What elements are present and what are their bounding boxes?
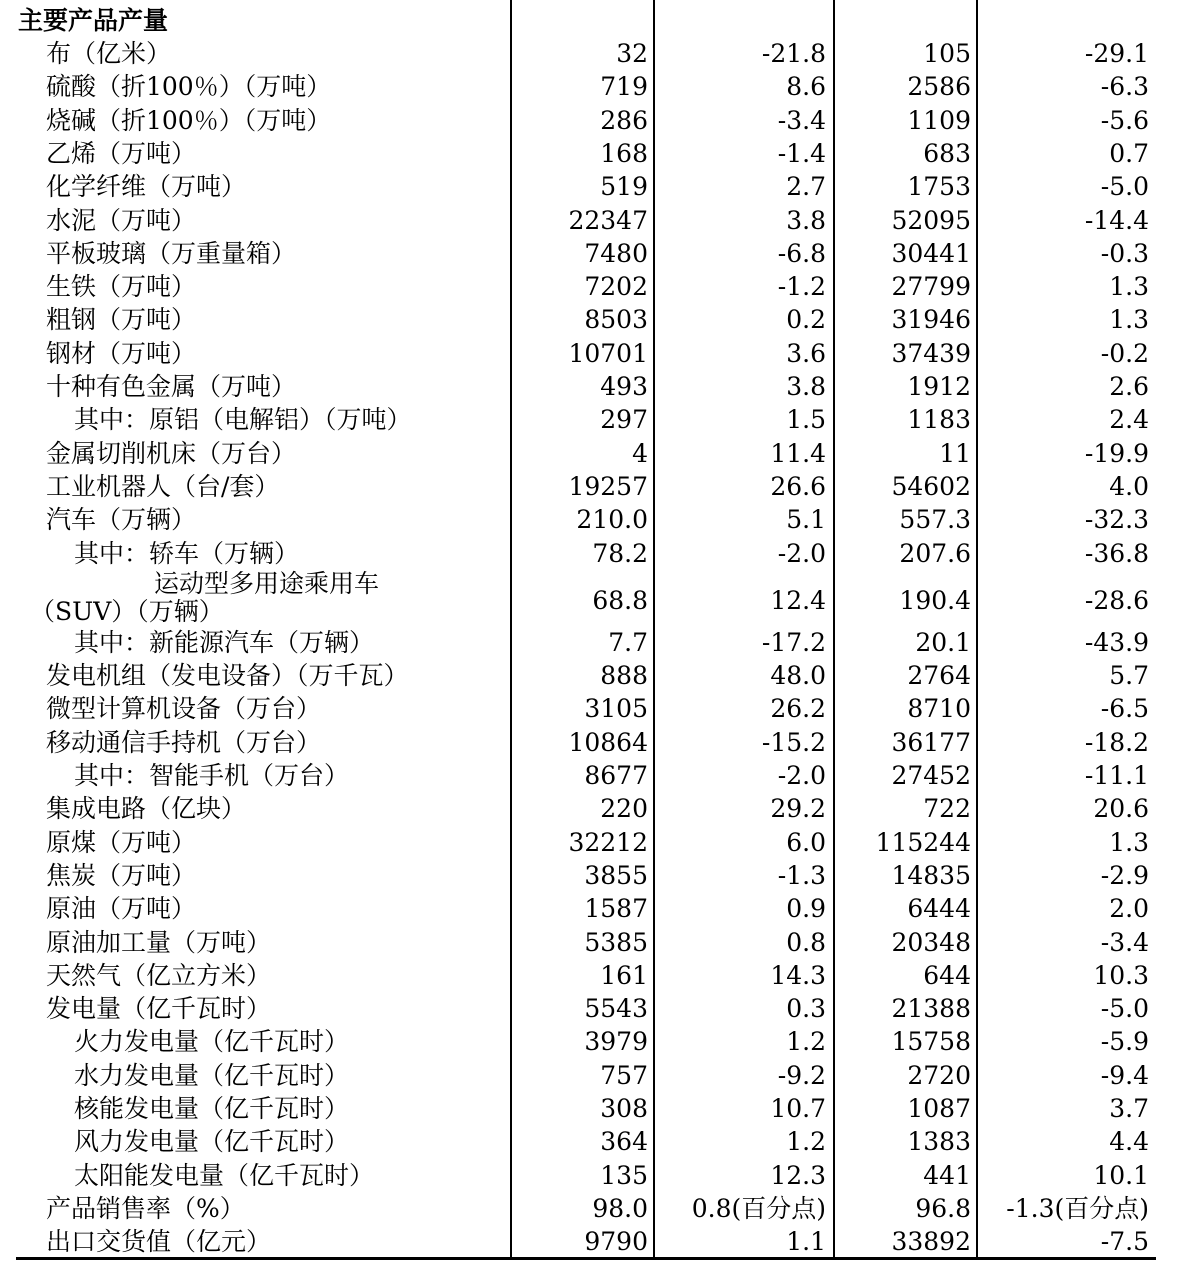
table-row bbox=[0, 70, 1192, 103]
row-label: 天然气（亿立方米） bbox=[46, 960, 272, 990]
table-row bbox=[0, 1192, 1192, 1225]
cell-col3: 15758 bbox=[891, 1027, 971, 1057]
cell-col4: -28.6 bbox=[1084, 585, 1149, 615]
cell-col4: -29.1 bbox=[1084, 39, 1149, 68]
cell-col1: 9790 bbox=[584, 1227, 648, 1257]
cell-col1: 308 bbox=[600, 1094, 648, 1123]
cell-col3: 20348 bbox=[891, 927, 971, 957]
cell-col4: 3.7 bbox=[1109, 1094, 1149, 1123]
cell-col2: 3.8 bbox=[786, 372, 826, 401]
cell-col1: 8677 bbox=[584, 761, 648, 790]
cell-col3: 2720 bbox=[907, 1060, 971, 1090]
table-row bbox=[0, 692, 1192, 725]
row-label: 汽车（万辆） bbox=[46, 505, 197, 535]
cell-col1: 8503 bbox=[584, 305, 648, 335]
cell-col1: 10864 bbox=[568, 727, 648, 757]
cell-col1: 3105 bbox=[584, 694, 648, 724]
cell-col1: 3855 bbox=[584, 860, 648, 890]
cell-col1: 888 bbox=[600, 661, 648, 691]
cell-col2: 14.3 bbox=[770, 960, 826, 990]
cell-col2: -15.2 bbox=[761, 727, 826, 757]
cell-col2: -17.2 bbox=[761, 627, 826, 657]
cell-col4: 1.3 bbox=[1109, 305, 1149, 335]
row-label: 集成电路（亿块） bbox=[46, 794, 247, 824]
cell-col3: 96.8 bbox=[915, 1193, 971, 1223]
table-row bbox=[0, 759, 1192, 792]
cell-col2: 1.2 bbox=[786, 1127, 826, 1157]
cell-col2: -21.8 bbox=[761, 39, 826, 68]
cell-col3: 37439 bbox=[891, 338, 971, 368]
table-row bbox=[0, 104, 1192, 137]
cell-col3: 644 bbox=[923, 960, 971, 990]
table-row bbox=[0, 37, 1192, 70]
table-row bbox=[0, 626, 1192, 659]
row-label: 乙烯（万吨） bbox=[46, 138, 197, 168]
cell-col1: 135 bbox=[600, 1160, 648, 1190]
cell-col2: 10.7 bbox=[770, 1094, 826, 1123]
row-label: 其中：新能源汽车（万辆） bbox=[74, 627, 375, 657]
row-label bbox=[0, 570, 379, 626]
row-label: 金属切削机床（万台） bbox=[46, 438, 297, 468]
row-label: 其中：轿车（万辆） bbox=[74, 538, 300, 568]
table-row bbox=[0, 170, 1192, 203]
table-row bbox=[0, 1125, 1192, 1158]
cell-col3: 2586 bbox=[907, 72, 971, 102]
cell-col2: 2.7 bbox=[786, 172, 826, 202]
row-label-line2: （SUV）（万辆） bbox=[30, 596, 224, 626]
cell-col3: 557.3 bbox=[899, 505, 971, 535]
cell-col2: 3.6 bbox=[786, 338, 826, 368]
cell-col4: 4.4 bbox=[1109, 1127, 1149, 1157]
cell-col4: -19.9 bbox=[1084, 438, 1149, 468]
cell-col3: 1912 bbox=[907, 372, 971, 401]
row-label-line1: 运动型多用途乘用车 bbox=[154, 568, 380, 598]
row-label: 发电量（亿千瓦时） bbox=[46, 994, 272, 1024]
cell-col2: -1.4 bbox=[777, 138, 826, 168]
cell-col4: -36.8 bbox=[1084, 538, 1149, 568]
cell-col4: -2.9 bbox=[1100, 860, 1149, 890]
cell-col1: 32 bbox=[616, 39, 648, 68]
cell-col3: 115244 bbox=[875, 827, 971, 857]
cell-col2: 26.6 bbox=[770, 471, 826, 501]
table-row bbox=[0, 570, 1192, 626]
cell-col2: -1.3 bbox=[777, 860, 826, 890]
cell-col2: 6.0 bbox=[786, 827, 826, 857]
cell-col2: 0.2 bbox=[786, 305, 826, 335]
section-header-row bbox=[0, 4, 1192, 37]
row-label: 硫酸（折100％）（万吨） bbox=[46, 72, 332, 102]
cell-col1: 7.7 bbox=[608, 627, 648, 657]
row-label: 产品销售率（%） bbox=[46, 1193, 245, 1223]
cell-col2: 0.8 bbox=[786, 927, 826, 957]
cell-col4: 5.7 bbox=[1109, 661, 1149, 691]
row-label: 风力发电量（亿千瓦时） bbox=[74, 1127, 350, 1157]
row-label: 粗钢（万吨） bbox=[46, 305, 197, 335]
cell-col2: -9.2 bbox=[777, 1060, 826, 1090]
section-title: 主要产品产量 bbox=[18, 6, 169, 35]
cell-col1: 5385 bbox=[584, 927, 648, 957]
cell-col4: 4.0 bbox=[1109, 471, 1149, 501]
cell-col1: 286 bbox=[600, 105, 648, 135]
cell-col1: 210.0 bbox=[576, 505, 648, 535]
cell-col1: 364 bbox=[600, 1127, 648, 1157]
cell-col2: -2.0 bbox=[777, 761, 826, 790]
cell-col1: 4 bbox=[632, 438, 648, 468]
cell-col1: 7480 bbox=[584, 238, 648, 268]
table-row bbox=[0, 370, 1192, 403]
cell-col2: 5.1 bbox=[786, 505, 826, 535]
table-row bbox=[0, 537, 1192, 570]
cell-col3: 36177 bbox=[891, 727, 971, 757]
cell-col3: 190.4 bbox=[899, 585, 971, 615]
cell-col4: -6.5 bbox=[1100, 694, 1149, 724]
cell-col4: -1.3(百分点) bbox=[1006, 1193, 1149, 1223]
row-label: 平板玻璃（万重量箱） bbox=[46, 238, 297, 268]
cell-col3: 11 bbox=[939, 438, 971, 468]
table-row bbox=[0, 659, 1192, 692]
table-row bbox=[0, 726, 1192, 759]
cell-col3: 20.1 bbox=[915, 627, 971, 657]
cell-col1: 19257 bbox=[568, 471, 648, 501]
cell-col4: -6.3 bbox=[1100, 72, 1149, 102]
cell-col4: -3.4 bbox=[1100, 927, 1149, 957]
cell-col3: 105 bbox=[923, 39, 971, 68]
row-label: 微型计算机设备（万台） bbox=[46, 694, 322, 724]
cell-col2: 29.2 bbox=[770, 794, 826, 824]
row-label: 化学纤维（万吨） bbox=[46, 172, 247, 202]
cell-col4: 10.1 bbox=[1093, 1160, 1149, 1190]
cell-col3: 54602 bbox=[891, 471, 971, 501]
cell-col4: -18.2 bbox=[1084, 727, 1149, 757]
table-row bbox=[0, 403, 1192, 436]
cell-col2: 48.0 bbox=[770, 661, 826, 691]
table-row bbox=[0, 1059, 1192, 1092]
row-label: 原油加工量（万吨） bbox=[46, 927, 272, 957]
table-row bbox=[0, 1025, 1192, 1058]
cell-col2: 1.2 bbox=[786, 1027, 826, 1057]
cell-col2: -6.8 bbox=[777, 238, 826, 268]
table-row bbox=[0, 892, 1192, 925]
cell-col3: 8710 bbox=[907, 694, 971, 724]
row-label: 其中：原铝（电解铝）（万吨） bbox=[74, 405, 412, 435]
cell-col3: 722 bbox=[923, 794, 971, 824]
cell-col4: -9.4 bbox=[1100, 1060, 1149, 1090]
cell-col4: 1.3 bbox=[1109, 827, 1149, 857]
cell-col1: 220 bbox=[600, 794, 648, 824]
table-row bbox=[0, 1092, 1192, 1125]
cell-col2: -3.4 bbox=[777, 105, 826, 135]
cell-col2: -2.0 bbox=[777, 538, 826, 568]
cell-col4: -0.3 bbox=[1100, 238, 1149, 268]
cell-col1: 32212 bbox=[568, 827, 648, 857]
cell-col4: -0.2 bbox=[1100, 338, 1149, 368]
cell-col2: -1.2 bbox=[777, 272, 826, 302]
table-row bbox=[0, 137, 1192, 170]
table-row bbox=[0, 437, 1192, 470]
cell-col3: 1753 bbox=[907, 172, 971, 202]
cell-col1: 68.8 bbox=[592, 585, 648, 615]
cell-col1: 22347 bbox=[568, 205, 648, 235]
cell-col2: 11.4 bbox=[770, 438, 826, 468]
row-label: 原油（万吨） bbox=[46, 894, 197, 924]
table-row bbox=[0, 992, 1192, 1025]
cell-col2: 0.8(百分点) bbox=[691, 1193, 826, 1223]
cell-col3: 27452 bbox=[891, 761, 971, 790]
row-label: 焦炭（万吨） bbox=[46, 860, 197, 890]
cell-col1: 719 bbox=[600, 72, 648, 102]
cell-col3: 1087 bbox=[907, 1094, 971, 1123]
cell-col1: 7202 bbox=[584, 272, 648, 302]
cell-col2: 1.5 bbox=[786, 405, 826, 435]
cell-col3: 21388 bbox=[891, 994, 971, 1024]
cell-col3: 52095 bbox=[891, 205, 971, 235]
cell-col3: 1383 bbox=[907, 1127, 971, 1157]
row-label: 生铁（万吨） bbox=[46, 272, 197, 302]
cell-col3: 2764 bbox=[907, 661, 971, 691]
cell-col1: 757 bbox=[600, 1060, 648, 1090]
cell-col4: -5.0 bbox=[1100, 172, 1149, 202]
table-row bbox=[0, 503, 1192, 536]
table-row bbox=[0, 470, 1192, 503]
cell-col3: 33892 bbox=[891, 1227, 971, 1257]
cell-col2: 0.3 bbox=[786, 994, 826, 1024]
row-label: 布（亿米） bbox=[46, 39, 172, 68]
cell-col4: -14.4 bbox=[1084, 205, 1149, 235]
cell-col1: 78.2 bbox=[592, 538, 648, 568]
cell-col2: 26.2 bbox=[770, 694, 826, 724]
cell-col3: 683 bbox=[923, 138, 971, 168]
cell-col3: 27799 bbox=[891, 272, 971, 302]
table-row bbox=[0, 204, 1192, 237]
cell-col1: 161 bbox=[600, 960, 648, 990]
row-label: 水力发电量（亿千瓦时） bbox=[74, 1060, 350, 1090]
cell-col1: 3979 bbox=[584, 1027, 648, 1057]
table-row bbox=[0, 337, 1192, 370]
cell-col1: 168 bbox=[600, 138, 648, 168]
cell-col1: 493 bbox=[600, 372, 648, 401]
table-row bbox=[0, 826, 1192, 859]
cell-col1: 5543 bbox=[584, 994, 648, 1024]
table-row bbox=[0, 792, 1192, 825]
row-label: 核能发电量（亿千瓦时） bbox=[74, 1094, 350, 1123]
cell-col3: 1183 bbox=[907, 405, 971, 435]
cell-col4: -5.0 bbox=[1100, 994, 1149, 1024]
row-label: 太阳能发电量（亿千瓦时） bbox=[74, 1160, 375, 1190]
row-label: 十种有色金属（万吨） bbox=[46, 372, 297, 401]
cell-col1: 98.0 bbox=[592, 1193, 648, 1223]
row-label: 工业机器人（台/套） bbox=[46, 471, 280, 501]
row-label: 钢材（万吨） bbox=[46, 338, 197, 368]
cell-col4: 0.7 bbox=[1109, 138, 1149, 168]
cell-col4: 10.3 bbox=[1093, 960, 1149, 990]
cell-col1: 1587 bbox=[584, 894, 648, 924]
row-label: 火力发电量（亿千瓦时） bbox=[74, 1027, 350, 1057]
cell-col2: 12.4 bbox=[770, 585, 826, 615]
cell-col1: 519 bbox=[600, 172, 648, 202]
cell-col1: 297 bbox=[600, 405, 648, 435]
row-label: 移动通信手持机（万台） bbox=[46, 727, 322, 757]
cell-col3: 31946 bbox=[891, 305, 971, 335]
cell-col3: 14835 bbox=[891, 860, 971, 890]
cell-col3: 6444 bbox=[907, 894, 971, 924]
table-row bbox=[0, 859, 1192, 892]
cell-col3: 1109 bbox=[907, 105, 971, 135]
cell-col4: 2.6 bbox=[1109, 372, 1149, 401]
cell-col4: 2.0 bbox=[1109, 894, 1149, 924]
cell-col2: 8.6 bbox=[786, 72, 826, 102]
cell-col4: -32.3 bbox=[1084, 505, 1149, 535]
row-label: 烧碱（折100％）（万吨） bbox=[46, 105, 332, 135]
row-label: 发电机组（发电设备）（万千瓦） bbox=[46, 661, 409, 691]
cell-col3: 207.6 bbox=[899, 538, 971, 568]
table-row bbox=[0, 303, 1192, 336]
cell-col2: 0.9 bbox=[786, 894, 826, 924]
cell-col1: 10701 bbox=[568, 338, 648, 368]
table-row bbox=[0, 1159, 1192, 1192]
row-label: 原煤（万吨） bbox=[46, 827, 197, 857]
cell-col4: -7.5 bbox=[1100, 1227, 1149, 1257]
table-row bbox=[0, 959, 1192, 992]
row-label: 水泥（万吨） bbox=[46, 205, 197, 235]
cell-col3: 441 bbox=[923, 1160, 971, 1190]
cell-col4: 20.6 bbox=[1093, 794, 1149, 824]
cell-col4: -5.9 bbox=[1100, 1027, 1149, 1057]
cell-col2: 1.1 bbox=[786, 1227, 826, 1257]
row-label: 其中：智能手机（万台） bbox=[74, 761, 350, 790]
cell-col2: 12.3 bbox=[770, 1160, 826, 1190]
cell-col4: -43.9 bbox=[1084, 627, 1149, 657]
table-row bbox=[0, 237, 1192, 270]
cell-col4: -5.6 bbox=[1100, 105, 1149, 135]
row-label: 出口交货值（亿元） bbox=[46, 1227, 272, 1257]
cell-col2: 3.8 bbox=[786, 205, 826, 235]
table-row bbox=[0, 1225, 1192, 1258]
cell-col4: 2.4 bbox=[1109, 405, 1149, 435]
cell-col4: 1.3 bbox=[1109, 272, 1149, 302]
table-row bbox=[0, 270, 1192, 303]
cell-col4: -11.1 bbox=[1084, 761, 1149, 790]
cell-col3: 30441 bbox=[891, 238, 971, 268]
table-row bbox=[0, 926, 1192, 959]
